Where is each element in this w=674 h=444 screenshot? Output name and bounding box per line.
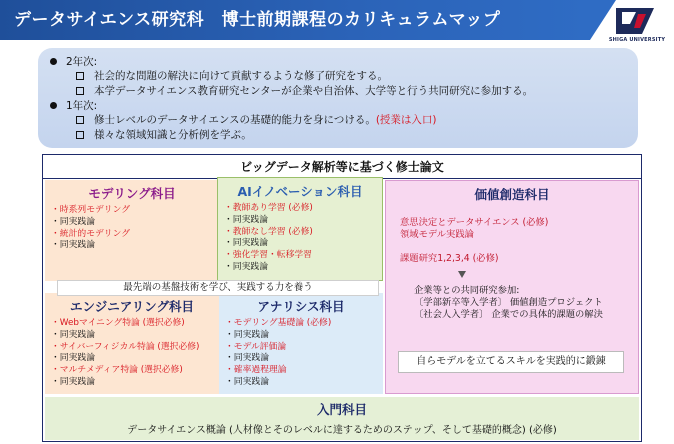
value-line: 課題研究1,2,3,4 (必修) [400,253,499,264]
curriculum-map [42,154,642,442]
list-item: ・同実践論 [224,238,268,249]
list-item: ・強化学習・転移学習 [224,250,312,261]
checkbox-square-icon [76,87,84,95]
list-item: ・同実践論 [225,329,269,340]
list-item: ・Webマイニング特論 (選択必修) [51,318,185,328]
list-item-text: ・教師あり学習 (必修) [224,203,313,213]
modeling-title: モデリング科目 [88,186,176,201]
year-summary-panel [38,48,638,148]
list-item: ・マルチメディア特論 (選択必修) [51,365,183,376]
year2-heading [50,54,628,68]
list-item: ・時系列モデリング [51,205,130,215]
list-item: ・同実践論 [51,376,95,387]
arrow-down-icon [458,271,466,278]
list-item-text: ・教師なし学習 (必修) [224,226,313,237]
list-item: ・同実践論 [51,353,95,364]
intro-text: データサイエンス概論 (人材像とそのレベルに達するためのステップ、そして基礎的概念) (必修) [127,425,557,436]
year1-label: 1年次: [66,99,98,112]
analysis-title: アナリシス科目 [257,299,345,314]
list-item: ・確率過程理論 [225,365,287,376]
ai-innovation-box [217,177,383,281]
list-item: ・同実践論 [225,376,269,387]
list-item: ・同実践論 [51,216,95,227]
year2-label: 2年次: [66,55,98,68]
list-item: ・同実践論 [51,240,95,251]
value-line: 領域モデル実践論 [400,229,474,240]
list-item: ・統計的モデリング [51,228,130,239]
engineering-items [45,318,219,389]
year1-heading [50,98,628,112]
list-item-text: 修士レベルのデータサイエンスの基礎的能力を身につける。 [94,114,376,126]
checkbox-square-icon [76,131,84,139]
thesis-header: ビッグデータ解析等に基づく修士論文 [43,155,641,179]
list-item [50,83,628,98]
intro-box [45,397,639,440]
list-item [224,227,382,239]
checkbox-square-icon [76,116,84,124]
value-line: 企業等との共同研究参加: [414,285,520,296]
list-item: ・モデル評価論 [225,341,287,352]
page-title: データサイエンス研究科 博士前期課程のカリキュラムマップ [0,0,590,40]
value-line: 〔社会人入学者〕 企業での具体的課題の解決 [414,309,603,320]
list-item: ・サイバーフィジカル特論 (選択必修) [51,341,200,352]
checkbox-square-icon [76,72,84,80]
logo-text: SHIGA UNIVERSITY [608,37,666,43]
skill-banner: 自らモデルを立てるスキルを実践的に鍛錬 [398,351,624,373]
value-group-2 [400,253,499,265]
modeling-items [45,205,219,252]
value-line: 〔学部新卒等入学者〕 価値創造プロジェクト [414,297,603,308]
list-item: ・同実践論 [51,329,95,340]
university-logo [612,6,656,36]
bullet-dot-icon [50,102,57,109]
value-group-3 [414,285,603,321]
engineering-box [45,293,219,394]
list-item: ・同実践論 [224,261,268,272]
list-item: ・モデリング基礎論 (必修) [225,318,332,328]
bridge-banner: 最先端の基盤技術を学び、実践する力を養う [57,280,379,296]
value-group-1 [400,217,548,241]
ai-title: AIイノベーション科目 [237,184,363,199]
list-item-text: 様々な領域知識と分析例を学ぶ。 [94,129,252,141]
analysis-box [219,293,383,394]
list-item-text: 社会的な問題の解決に向けて貢献するような修了研究をする。 [94,70,388,82]
analysis-items [219,318,383,389]
list-item [50,68,628,83]
list-item: ・同実践論 [225,353,269,364]
value-line: 意思決定とデータサイエンス (必修) [400,217,549,228]
value-creation-box [385,180,639,394]
list-item: ・同実践論 [224,214,268,225]
list-item [50,127,628,142]
list-item [224,203,382,215]
value-title: 価値創造科目 [474,187,550,202]
ai-items [218,203,382,274]
intro-title: 入門科目 [316,402,367,417]
engineering-title: エンジニアリング科目 [70,299,194,314]
list-item-text: 本学データサイエンス教育研究センターが企業や自治体、大学等と行う共同研究に参加する。 [94,85,534,97]
list-item [50,112,628,127]
modeling-box [45,180,219,281]
list-item-note: (授業は入口) [375,114,437,126]
bullet-dot-icon [50,58,57,65]
